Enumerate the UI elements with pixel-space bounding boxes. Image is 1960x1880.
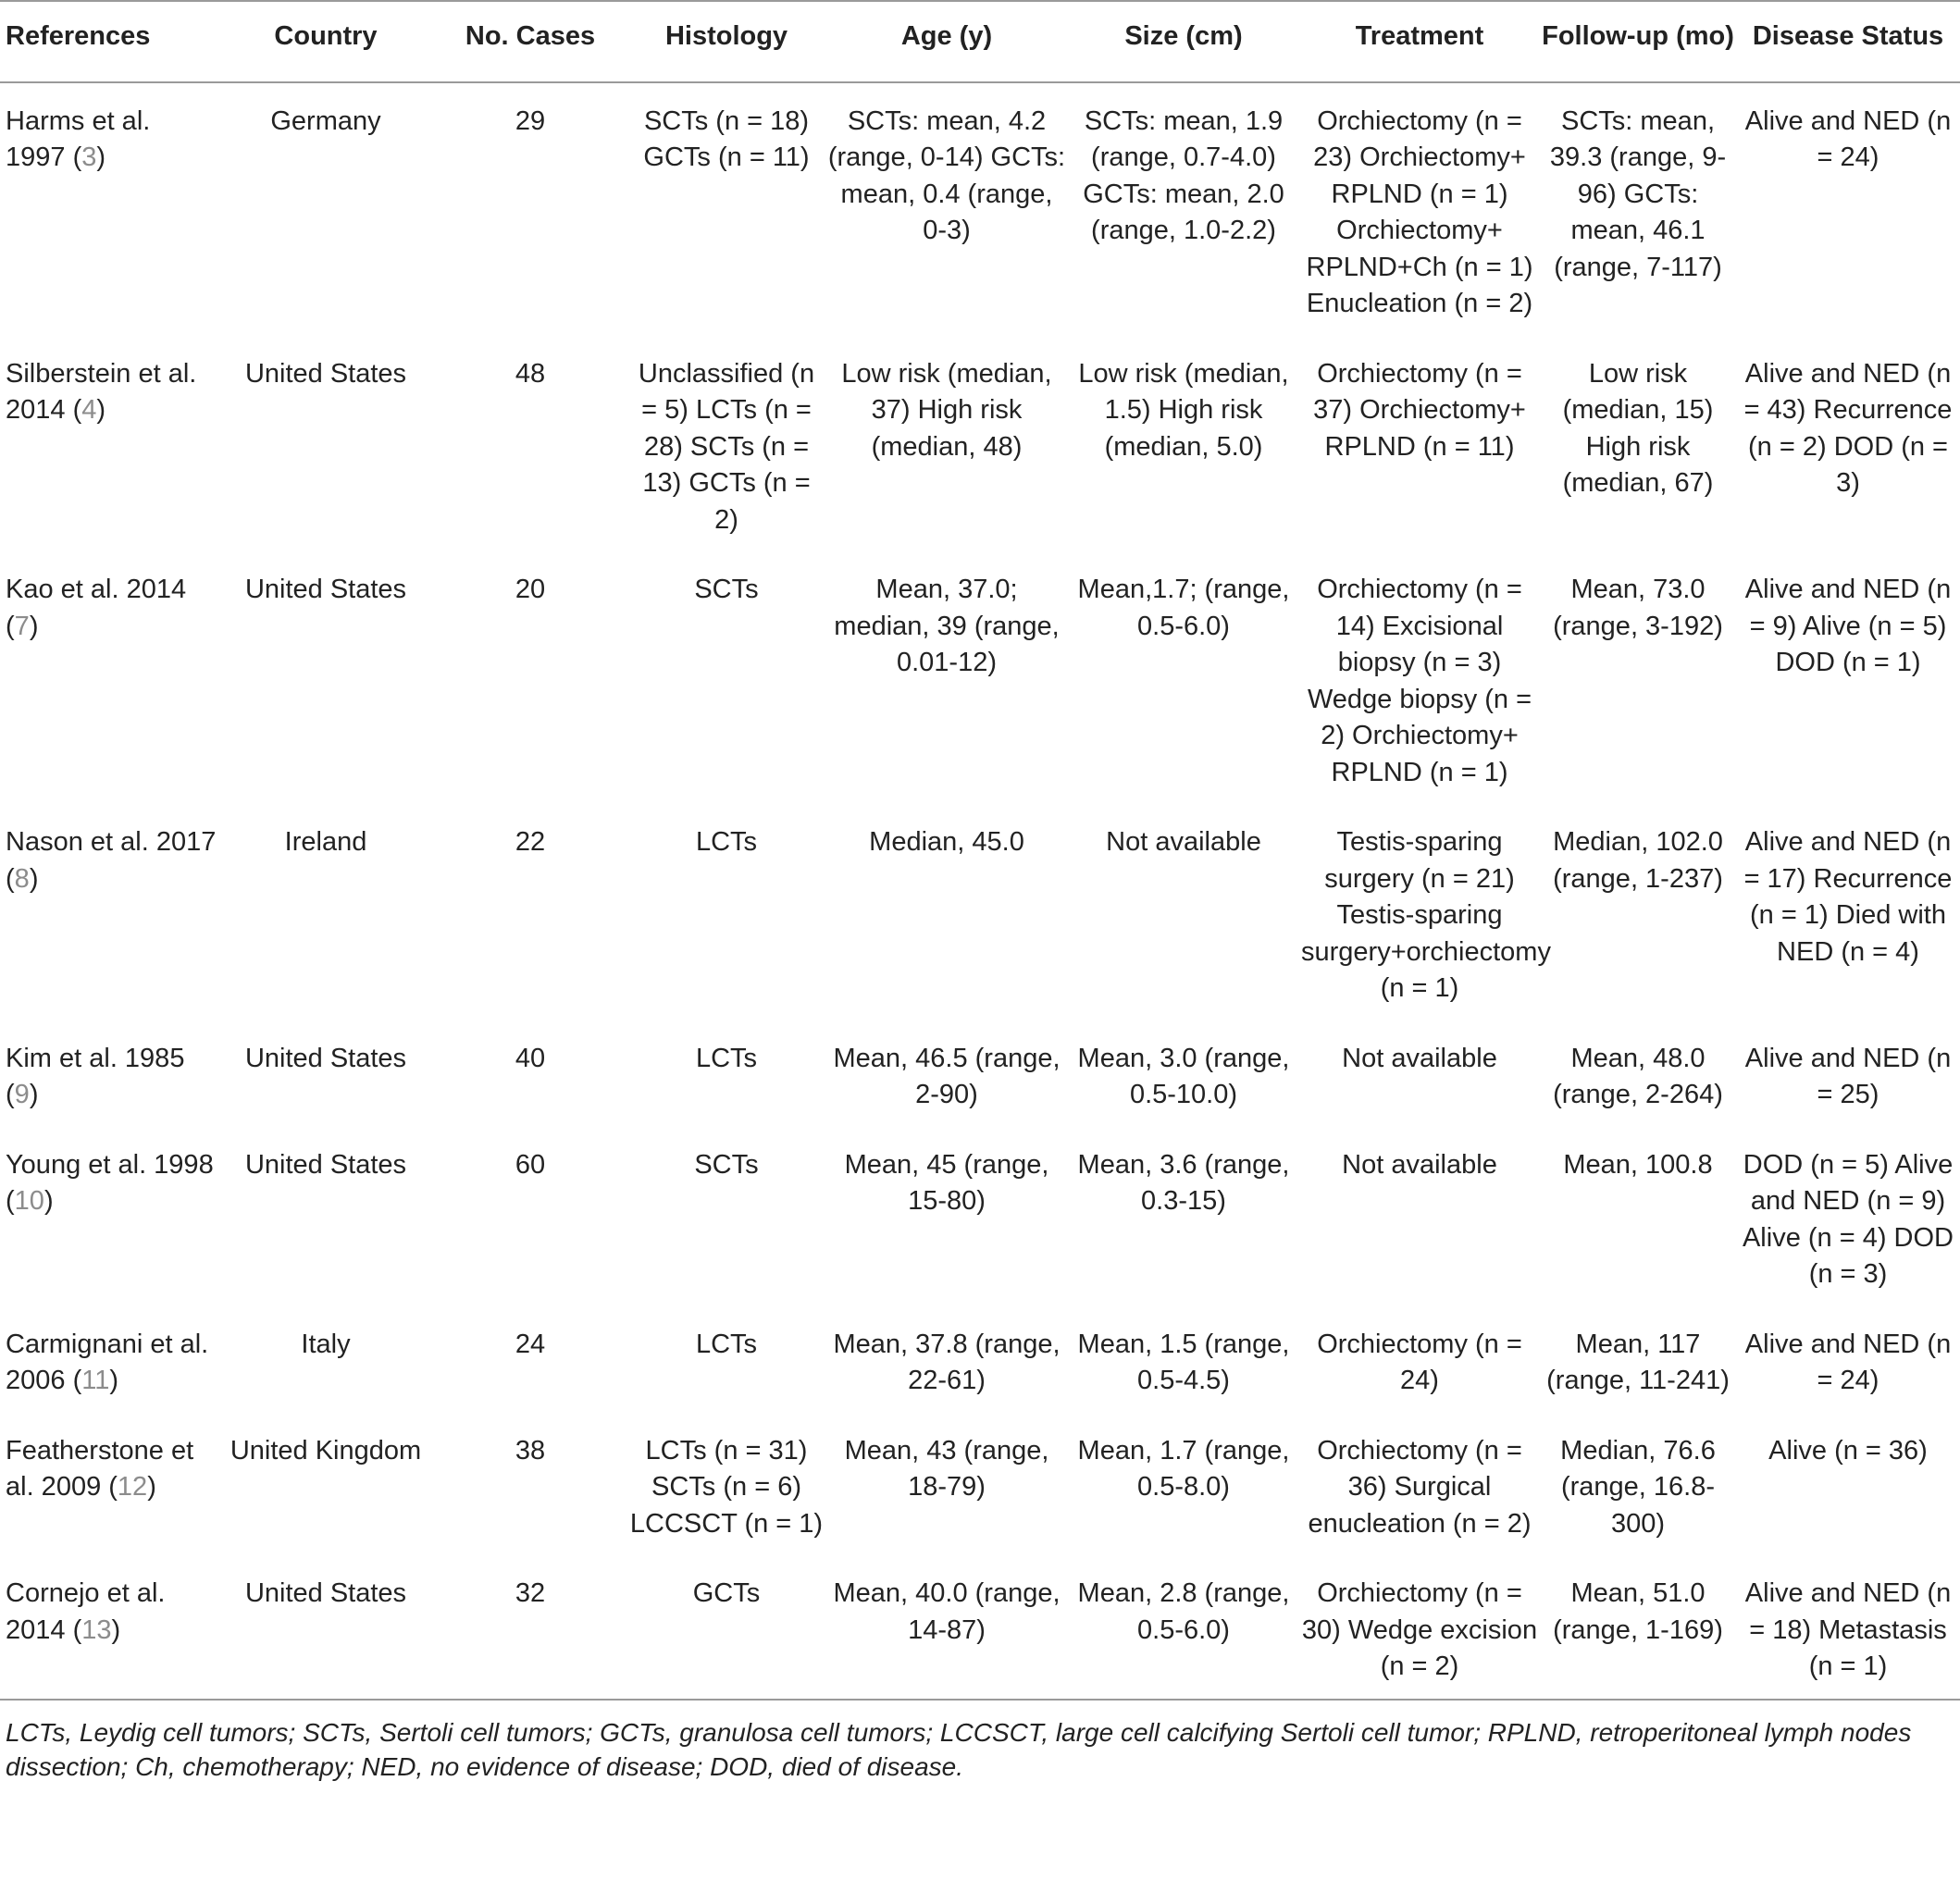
cell-age: Mean, 43 (range, 18-79) (844, 1435, 1049, 1502)
table-row (0, 82, 1960, 336)
cell-reference (0, 82, 218, 336)
cell-country: United States (244, 575, 407, 604)
header-histology: Histology (627, 1, 825, 82)
cell-age: Mean, 40.0 (range, 14-87) (825, 1555, 1068, 1700)
reference-number-link[interactable]: 12 (117, 1472, 148, 1502)
cell-histology: SCTs (n = 18) GCTs (n = 11) (643, 105, 810, 172)
cell-histology: SCTs (694, 1149, 759, 1180)
cell-histology: SCTs (694, 575, 759, 604)
cell-size: Mean, 1.7 (range, 0.5-8.0) (1077, 1435, 1290, 1502)
table-body (0, 82, 1960, 1700)
cell-size: Mean,1.7; (range, 0.5-6.0) (1077, 575, 1290, 641)
cell-age: Low risk (median, 37) High risk (median, 48) (841, 358, 1052, 462)
cell-treatment: Orchiectomy (n = 37) Orchiectomy+ RPLND (n = 11) (1313, 358, 1526, 462)
cell-size: Mean, 1.5 (range, 0.5-4.5) (1077, 1329, 1290, 1395)
cell-age: Mean, 37.8 (range, 22-61) (833, 1329, 1061, 1395)
header-followup: Follow-up (mo) (1540, 1, 1736, 82)
cell-cases: 32 (433, 1555, 627, 1700)
cell-country: Italy (301, 1329, 351, 1359)
cell-cases: 29 (515, 105, 546, 136)
cell-country: United States (244, 358, 407, 389)
cell-followup: Mean, 73.0 (range, 3-192) (1553, 575, 1723, 641)
cell-histology: LCTs (695, 1329, 758, 1359)
table-row (0, 336, 1960, 552)
cell-followup: Median, 76.6 (range, 16.8-300) (1560, 1435, 1716, 1539)
header-treatment: Treatment (1299, 1, 1540, 82)
cell-followup: Median, 102.0 (range, 1-237) (1553, 827, 1723, 894)
reference-close: ) (29, 863, 39, 894)
cell-country: United States (218, 1555, 433, 1700)
reference-close: ) (43, 1186, 54, 1216)
reference-number-link[interactable]: 3 (81, 142, 97, 172)
cell-country: Germany (270, 105, 381, 136)
cell-cases: 60 (515, 1149, 546, 1180)
cell-histology: LCTs (695, 1043, 758, 1073)
reference-text: Harms et al. 1997 ( (6, 105, 151, 172)
reference-text: Carmignani et al. 2006 ( (6, 1329, 209, 1395)
reference-close: ) (147, 1472, 156, 1502)
cell-cases: 40 (515, 1043, 546, 1073)
header-size: Size (cm) (1068, 1, 1299, 82)
header-country: Country (218, 1, 433, 82)
header-age: Age (y) (825, 1, 1068, 82)
reference-number-link[interactable]: 8 (14, 863, 30, 894)
cell-followup: Mean, 117 (range, 11-241) (1546, 1329, 1730, 1395)
reference-close: ) (96, 395, 106, 425)
cell-histology: LCTs (n = 31) SCTs (n = 6) LCCSCT (n = 1) (629, 1435, 824, 1539)
cell-histology: Unclassified (n = 5) LCTs (n = 28) SCTs (n = 13) GCTs (n = 2) (638, 358, 815, 535)
cell-treatment: Not available (1342, 1043, 1497, 1073)
table-row (0, 1413, 1960, 1556)
table-row (0, 1127, 1960, 1306)
cell-country: Ireland (284, 827, 367, 857)
cell-size: Mean, 2.8 (range, 0.5-6.0) (1068, 1555, 1299, 1700)
cell-age: Median, 45.0 (869, 827, 1024, 857)
reference-number-link[interactable]: 10 (14, 1186, 44, 1216)
cell-treatment: Not available (1342, 1149, 1497, 1180)
cell-disease-status: Alive (n = 36) (1768, 1435, 1928, 1466)
cell-cases: 48 (515, 358, 546, 389)
cell-disease-status: DOD (n = 5) Alive and NED (n = 9) Alive (n = 4) DOD (n = 3) (1742, 1149, 1954, 1289)
cell-reference (0, 1127, 218, 1306)
reference-number-link[interactable]: 13 (81, 1614, 112, 1645)
cell-reference (0, 804, 218, 1020)
cell-reference (0, 336, 218, 552)
cell-treatment: Orchiectomy (n = 23) Orchiectomy+ RPLND (n = 1) Orchiectomy+ RPLND+Ch (n = 1) Enucleation (n = 2) (1306, 105, 1533, 318)
reference-text: Young et al. 1998 ( (6, 1149, 214, 1216)
cell-followup: SCTs: mean, 39.3 (range, 9-96) GCTs: mean, 46.1 (range, 7-117) (1549, 105, 1727, 282)
table-row (0, 1555, 1960, 1700)
cell-age: Mean, 46.5 (range, 2-90) (833, 1043, 1061, 1109)
table-row (0, 1306, 1960, 1413)
header-disease-status: Disease Status (1736, 1, 1960, 82)
header-references: References (0, 1, 218, 82)
cell-treatment: Testis-sparing surgery (n = 21) Testis-sparing surgery+orchiectomy (n = 1) (1301, 827, 1551, 1003)
cell-treatment: Orchiectomy (n = 36) Surgical enucleation (n = 2) (1308, 1435, 1532, 1539)
cell-size: Mean, 3.6 (range, 0.3-15) (1077, 1149, 1290, 1216)
cell-country: United States (244, 1043, 407, 1073)
cell-followup: Mean, 100.8 (1563, 1149, 1713, 1180)
reference-text: Kim et al. 1985 ( (6, 1043, 185, 1109)
reference-text: Kao et al. 2014 ( (6, 575, 187, 641)
cell-histology: GCTs (627, 1555, 825, 1700)
reference-close: ) (109, 1366, 119, 1395)
cell-country: United Kingdom (229, 1435, 422, 1466)
reference-number-link[interactable]: 9 (14, 1080, 30, 1109)
cell-disease-status: Alive and NED (n = 24) (1744, 1329, 1952, 1395)
cell-reference (0, 551, 218, 804)
reference-text: Nason et al. 2017 ( (6, 827, 217, 894)
header-row (0, 1, 1960, 82)
cell-size: SCTs: mean, 1.9 (range, 0.7-4.0) GCTs: mean, 2.0 (range, 1.0-2.2) (1083, 105, 1284, 245)
reference-text: Silberstein et al. 2014 ( (6, 358, 197, 425)
reference-close: ) (29, 611, 39, 641)
cell-disease-status: Alive and NED (n = 17) Recurrence (n = 1) Died with NED (n = 4) (1743, 827, 1953, 967)
cell-cases: 24 (515, 1329, 546, 1359)
cell-followup: Low risk (median, 15) High risk (median, 67) (1562, 358, 1714, 498)
cell-disease-status: Alive and NED (n = 9) Alive (n = 5) DOD (n = 1) (1744, 575, 1952, 677)
cell-size: Not available (1106, 827, 1261, 857)
cell-treatment: Orchiectomy (n = 30) Wedge excision (n = 2) (1299, 1555, 1540, 1700)
reference-close: ) (96, 142, 106, 172)
cell-treatment: Orchiectomy (n = 14) Excisional biopsy (n = 3) Wedge biopsy (n = 2) Orchiectomy+ RPLND (n = 1) (1307, 575, 1532, 787)
cell-disease-status: Alive and NED (n = 18) Metastasis (n = 1) (1736, 1555, 1960, 1700)
cell-cases: 38 (515, 1435, 546, 1466)
reference-number-link[interactable]: 7 (14, 611, 30, 641)
cell-cases: 22 (515, 827, 546, 857)
cell-followup: Mean, 51.0 (range, 1-169) (1540, 1555, 1736, 1700)
cell-country: United States (244, 1149, 407, 1180)
cell-followup: Mean, 48.0 (range, 2-264) (1553, 1043, 1723, 1109)
cell-disease-status: Alive and NED (n = 43) Recurrence (n = 2) DOD (n = 3) (1743, 358, 1953, 498)
cell-size: Low risk (median, 1.5) High risk (median, 5.0) (1078, 358, 1289, 462)
cell-age: Mean, 45 (range, 15-80) (844, 1149, 1049, 1216)
cell-disease-status: Alive and NED (n = 25) (1744, 1043, 1952, 1109)
cell-disease-status: Alive and NED (n = 24) (1744, 105, 1952, 172)
table-row (0, 804, 1960, 1020)
cell-size: Mean, 3.0 (range, 0.5-10.0) (1077, 1043, 1290, 1109)
reference-number-link[interactable]: 4 (81, 395, 97, 425)
cell-histology: LCTs (695, 827, 758, 857)
reference-text: Cornejo et al. 2014 ( (6, 1578, 166, 1645)
table-footnote: LCTs, Leydig cell tumors; SCTs, Sertoli cell tumors; GCTs, granulosa cell tumors; LCCSCT, large cell calcifying Sertoli cell tumor; RPLND, retroperitoneal lymph nodes dissection; Ch, chemotherapy; NED, no evidence of disease; DOD, died of disease. (6, 1717, 1912, 1781)
cell-reference (0, 1413, 218, 1556)
cell-age: SCTs: mean, 4.2 (range, 0-14) GCTs: mean, 0.4 (range, 0-3) (827, 105, 1066, 245)
header-cases: No. Cases (433, 1, 627, 82)
cell-age: Mean, 37.0; median, 39 (range, 0.01-12) (834, 575, 1060, 677)
table-row (0, 551, 1960, 804)
cell-reference (0, 1555, 218, 1700)
reference-number-link[interactable]: 11 (81, 1366, 110, 1395)
reference-text: Featherstone et al. 2009 ( (6, 1435, 194, 1502)
cell-reference (0, 1020, 218, 1127)
cell-reference (0, 1306, 218, 1413)
reference-close: ) (111, 1614, 121, 1645)
table-row (0, 1020, 1960, 1127)
cell-cases: 20 (515, 575, 546, 604)
cell-treatment: Orchiectomy (n = 24) (1317, 1329, 1522, 1395)
reference-close: ) (29, 1080, 39, 1109)
